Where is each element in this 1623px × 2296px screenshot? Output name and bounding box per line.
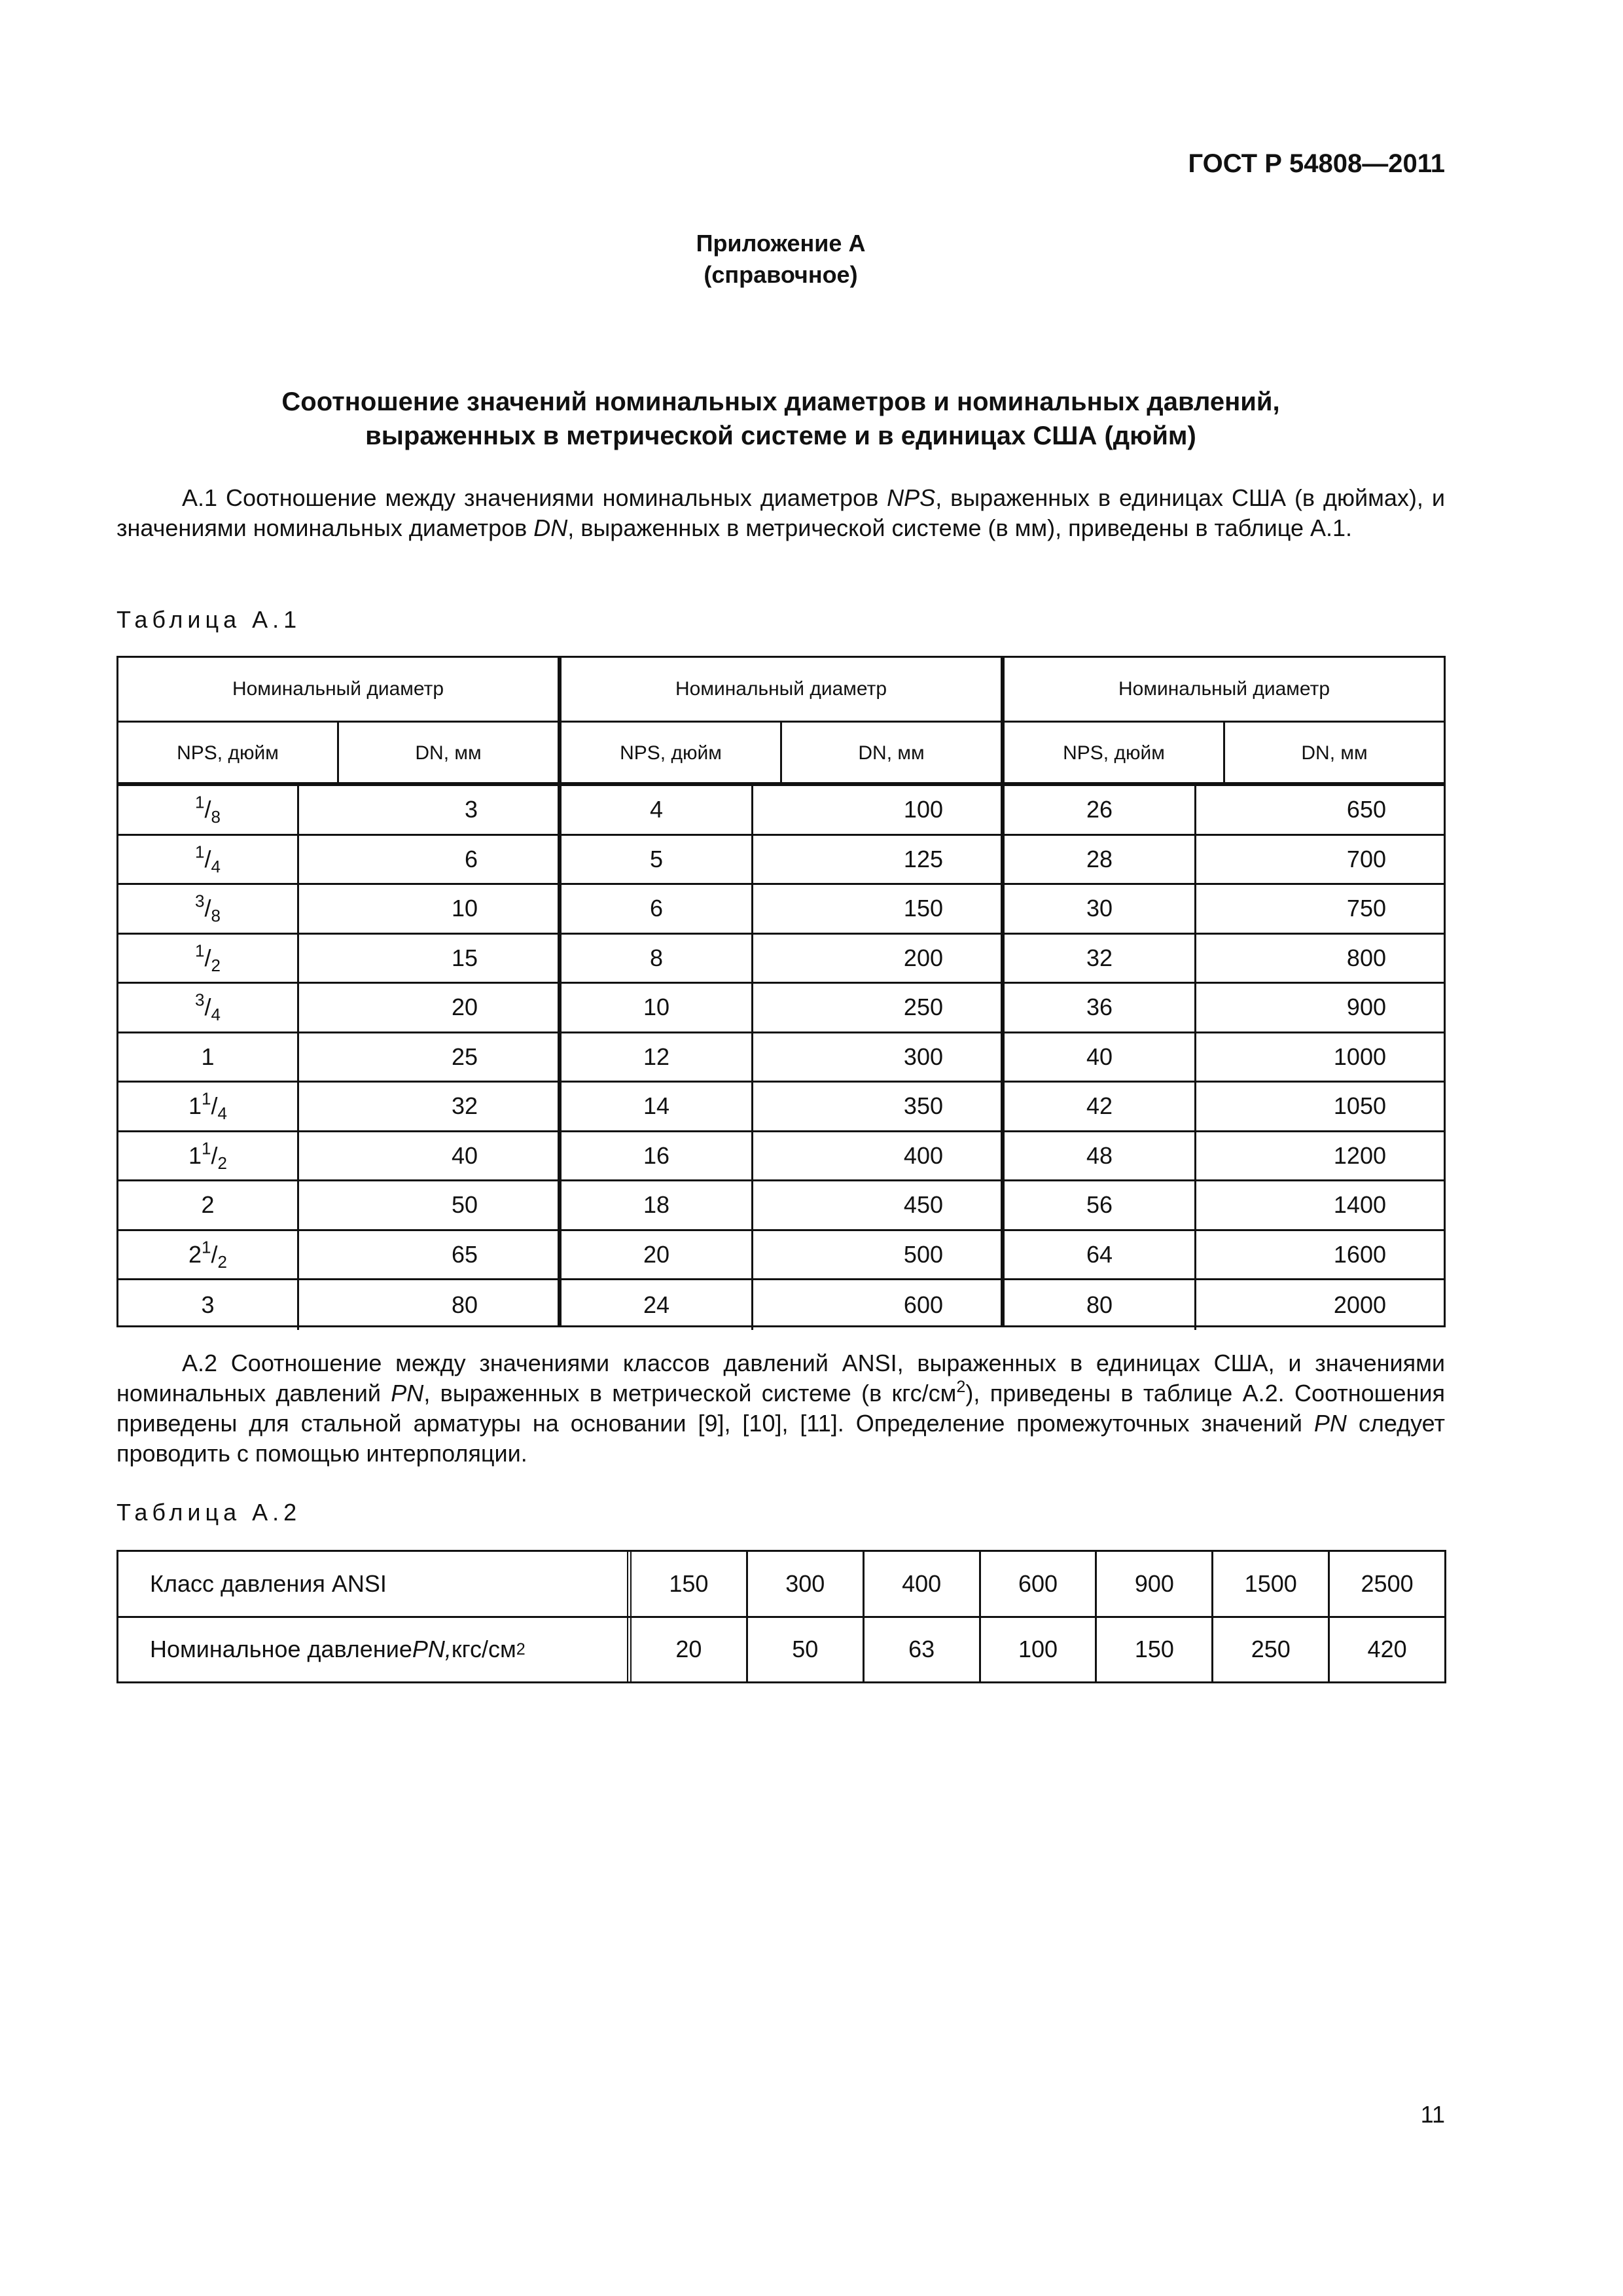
table-row — [118, 1083, 558, 1132]
appendix-title: Приложение А — [696, 230, 866, 257]
table-a1-header-group — [1003, 656, 1446, 784]
nps-cell: 1 — [118, 1033, 299, 1081]
table-row — [1005, 1083, 1444, 1132]
table-cell: 100 — [981, 1618, 1097, 1682]
table-a1-body-group — [1003, 784, 1446, 1327]
dn-cell: 750 — [1346, 895, 1386, 922]
table-a1-body-group — [560, 784, 1003, 1327]
table-row — [562, 1181, 1001, 1231]
nps-cell: 12 — [562, 1033, 753, 1081]
dn-cell: 800 — [1346, 944, 1386, 971]
dn-cell: 32 — [451, 1092, 478, 1120]
table-row — [562, 885, 1001, 935]
table-cell: 600 — [981, 1552, 1097, 1616]
dn-cell: 2000 — [1333, 1291, 1386, 1318]
group-header: Номинальный диаметр — [118, 658, 558, 723]
nps-cell: 42 — [1005, 1083, 1196, 1130]
dn-cell: 650 — [1346, 796, 1386, 823]
dn-cell: 20 — [451, 994, 478, 1021]
table-row — [1005, 885, 1444, 935]
nps-cell: 1 $^1/_2$ — [118, 1132, 299, 1180]
dn-cell: 150 — [903, 895, 943, 922]
table-a1-caption: Таблица А.1 — [116, 606, 302, 633]
dn-cell: 500 — [903, 1240, 943, 1268]
dn-cell: 15 — [451, 944, 478, 971]
nps-cell: 48 — [1005, 1132, 1196, 1180]
dn-cell: 200 — [903, 944, 943, 971]
table-row — [118, 1280, 558, 1330]
table-row — [1005, 935, 1444, 984]
nps-cell: 30 — [1005, 885, 1196, 933]
table-row — [118, 836, 558, 886]
dn-cell: 6 — [464, 845, 478, 872]
table-cell: 150 — [1097, 1618, 1213, 1682]
table-row — [1005, 1033, 1444, 1083]
dn-cell: 25 — [451, 1043, 478, 1070]
table-row — [1005, 786, 1444, 836]
dn-cell: 400 — [903, 1141, 943, 1169]
table-row — [118, 1033, 558, 1083]
dn-cell: 80 — [451, 1291, 478, 1318]
table-cell: 63 — [865, 1618, 981, 1682]
paragraph-a1: А.1 Соотношение между значениями номинальных диаметров NPS, выраженных в единицах США (в дюймах), и значениями номинальных диаметров DN, выраженных в метрической системе (в мм), приведены в таблице А.1. — [116, 484, 1445, 541]
table-row — [562, 1132, 1001, 1182]
table-row — [562, 984, 1001, 1033]
dn-cell: 100 — [903, 796, 943, 823]
dn-cell: 125 — [903, 845, 943, 872]
nps-cell: 80 — [1005, 1280, 1196, 1330]
nps-cell: $^3/_4$ — [118, 984, 299, 1031]
table-row — [562, 786, 1001, 836]
nps-cell: 20 — [562, 1231, 753, 1279]
table-row — [118, 935, 558, 984]
nps-cell: 1 $^1/_4$ — [118, 1083, 299, 1130]
appendix-heading — [116, 228, 1445, 291]
table-a1-header-group — [116, 656, 560, 784]
table-row — [118, 885, 558, 935]
nps-cell: 26 — [1005, 786, 1196, 834]
dn-cell: 900 — [1346, 994, 1386, 1021]
dn-cell: 300 — [903, 1043, 943, 1070]
column-header-dn: DN, мм — [415, 742, 482, 764]
nps-cell: 6 — [562, 885, 753, 933]
dn-cell: 1600 — [1333, 1240, 1386, 1268]
table-row — [562, 1231, 1001, 1281]
table-row — [562, 1083, 1001, 1132]
nps-cell: 36 — [1005, 984, 1196, 1031]
column-header-nps: NPS, дюйм — [562, 723, 782, 784]
table-row — [1005, 1231, 1444, 1281]
nps-cell: $^3/_8$ — [118, 885, 299, 933]
nps-cell: 56 — [1005, 1181, 1196, 1229]
dn-cell: 1400 — [1333, 1191, 1386, 1219]
table-row — [1005, 1280, 1444, 1330]
table-cell: 250 — [1213, 1618, 1330, 1682]
table-row — [118, 1231, 558, 1281]
dn-cell: 3 — [464, 796, 478, 823]
table-row — [118, 1552, 1444, 1618]
table-cell: 2500 — [1361, 1570, 1414, 1597]
table-row — [118, 984, 558, 1033]
nps-cell: 8 — [562, 935, 753, 982]
nps-cell: 32 — [1005, 935, 1196, 982]
table-cell: 400 — [865, 1552, 981, 1616]
table-row — [562, 935, 1001, 984]
table-row — [118, 1181, 558, 1231]
nps-cell: $^1/_8$ — [118, 786, 299, 834]
table-cell: 420 — [1367, 1636, 1407, 1663]
nps-cell: 3 — [118, 1280, 299, 1330]
table-row — [118, 1618, 1444, 1682]
dn-cell: 1050 — [1333, 1092, 1386, 1120]
nps-cell: 24 — [562, 1280, 753, 1330]
group-header: Номинальный диаметр — [1005, 658, 1444, 723]
dn-cell: 250 — [903, 994, 943, 1021]
dn-cell: 50 — [451, 1191, 478, 1219]
table-row — [118, 786, 558, 836]
standard-number: ГОСТ Р 54808—2011 — [1188, 149, 1445, 178]
nps-cell: 16 — [562, 1132, 753, 1180]
nps-cell: 2 — [118, 1181, 299, 1229]
table-a1-header-group — [560, 656, 1003, 784]
table-row — [562, 1280, 1001, 1330]
row-label-nominal-pressure: Номинальное давление PN, кгс/см 2 — [118, 1618, 632, 1682]
nps-cell: 40 — [1005, 1033, 1196, 1081]
column-header-nps: NPS, дюйм — [1005, 723, 1225, 784]
table-row — [562, 1033, 1001, 1083]
section-title-line-2: выраженных в метрической системе и в единицах США (дюйм) — [365, 422, 1196, 450]
dn-cell: 600 — [903, 1291, 943, 1318]
page-number: 11 — [1420, 2101, 1445, 2128]
nps-cell: 2 $^1/_2$ — [118, 1231, 299, 1279]
nps-cell: 18 — [562, 1181, 753, 1229]
dn-cell: 40 — [451, 1141, 478, 1169]
section-title-line-1: Соотношение значений номинальных диаметров и номинальных давлений, — [281, 387, 1280, 416]
section-title — [116, 385, 1445, 453]
appendix-type: (справочное) — [704, 261, 858, 288]
dn-cell: 10 — [451, 895, 478, 922]
column-header-dn: DN, мм — [858, 742, 925, 764]
table-a2 — [116, 1550, 1446, 1683]
dn-cell: 1000 — [1333, 1043, 1386, 1070]
table-cell: 150 — [632, 1552, 748, 1616]
nps-cell: 4 — [562, 786, 753, 834]
table-row — [1005, 984, 1444, 1033]
nps-cell: 5 — [562, 836, 753, 884]
dn-cell: 350 — [903, 1092, 943, 1120]
paragraph-a2: А.2 Соотношение между значениями классов давлений ANSI, выраженных в единицах США, и значениями номинальных давлений PN, выраженных в метрической системе (в кгс/$см^2$), приведены в таблице А.2. Соотношения приведены для стальной арматуры на основании [9], [10], [11]. Определение промежуточных значений PN следует проводить с помощью интерполяции. — [116, 1350, 1446, 1467]
table-row — [1005, 1132, 1444, 1182]
nps-cell: 10 — [562, 984, 753, 1031]
dn-cell: 700 — [1346, 845, 1386, 872]
table-cell: 1500 — [1213, 1552, 1330, 1616]
nps-cell: $^1/_4$ — [118, 836, 299, 884]
table-row — [562, 836, 1001, 886]
column-header-dn: DN, мм — [1301, 742, 1368, 764]
dn-cell: 450 — [903, 1191, 943, 1219]
table-a1 — [116, 656, 1446, 1327]
group-header: Номинальный диаметр — [562, 658, 1001, 723]
table-row — [1005, 836, 1444, 886]
nps-cell: $^1/_2$ — [118, 935, 299, 982]
table-a2-caption: Таблица А.2 — [116, 1499, 302, 1526]
table-row — [118, 1132, 558, 1182]
nps-cell: 64 — [1005, 1231, 1196, 1279]
table-row — [1005, 1181, 1444, 1231]
column-header-nps: NPS, дюйм — [118, 723, 339, 784]
row-label-ansi-class: Класс давления ANSI — [118, 1552, 632, 1616]
nps-cell: 14 — [562, 1083, 753, 1130]
nps-cell: 28 — [1005, 836, 1196, 884]
table-cell: 20 — [632, 1618, 748, 1682]
table-cell: 300 — [748, 1552, 865, 1616]
table-cell: 50 — [748, 1618, 865, 1682]
table-a1-body-group — [116, 784, 560, 1327]
dn-cell: 1200 — [1333, 1141, 1386, 1169]
dn-cell: 65 — [451, 1240, 478, 1268]
table-cell: 900 — [1097, 1552, 1213, 1616]
